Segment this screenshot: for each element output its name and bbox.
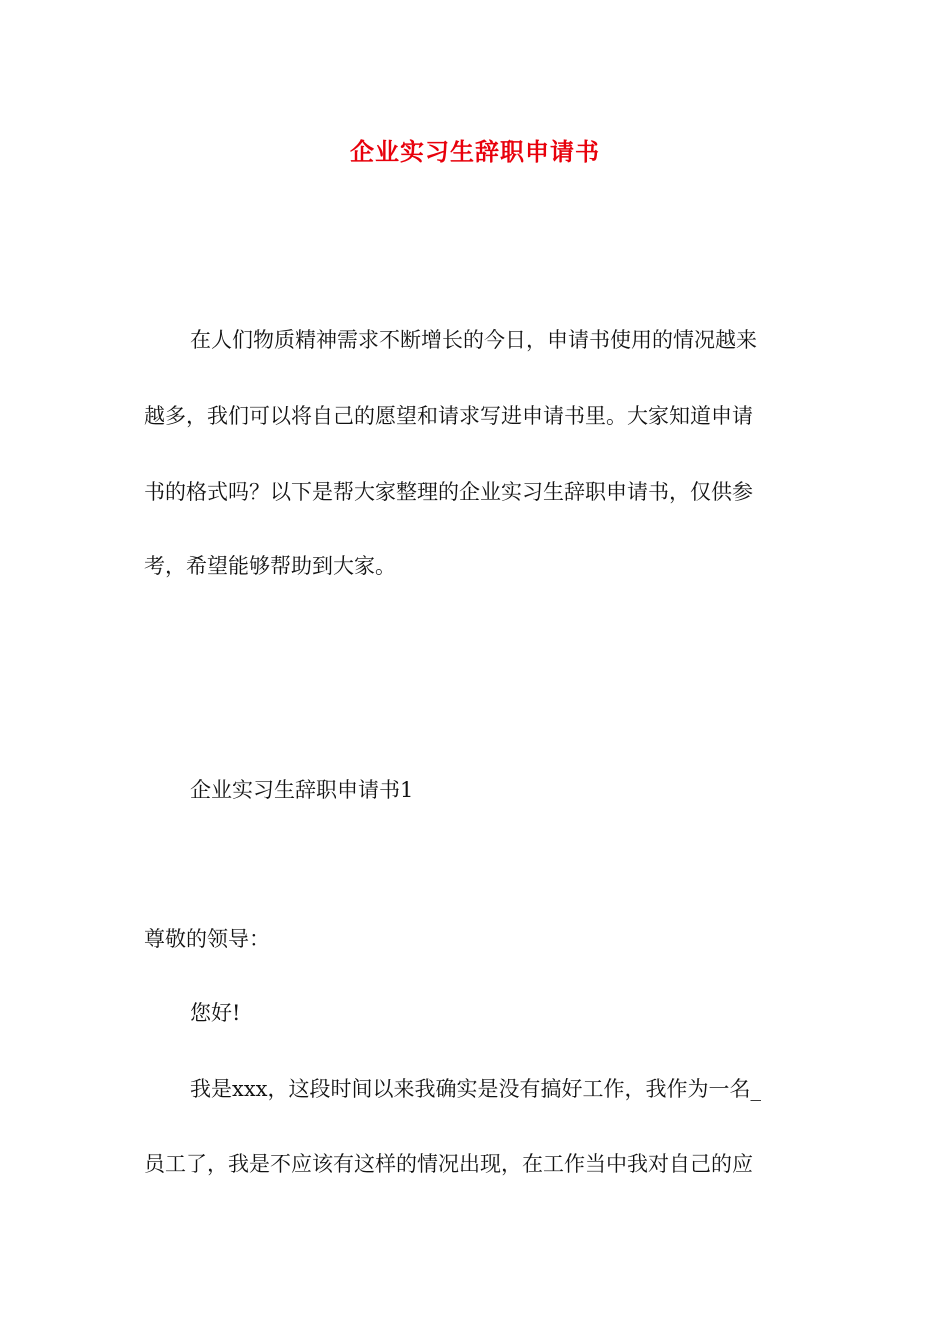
intro-line-3: 书的格式吗？以下是帮大家整理的企业实习生辞职申请书，仅供参 (144, 480, 753, 504)
body-line-2: 员工了，我是不应该有这样的情况出现，在工作当中我对自己的应 (144, 1152, 753, 1176)
document-title: 企业实习生辞职申请书 (350, 137, 600, 166)
section-heading: 企业实习生辞职申请书1 (190, 778, 414, 802)
intro-line-4: 考，希望能够帮助到大家。 (144, 554, 396, 578)
salutation: 尊敬的领导： (144, 927, 270, 951)
intro-line-1: 在人们物质精神需求不断增长的今日，申请书使用的情况越来 (190, 328, 757, 352)
greeting: 您好! (190, 1001, 241, 1025)
intro-line-2: 越多，我们可以将自己的愿望和请求写进申请书里。大家知道申请 (144, 404, 753, 428)
body-line-1: 我是xxx，这段时间以来我确实是没有搞好工作，我作为一名_ (190, 1077, 762, 1101)
